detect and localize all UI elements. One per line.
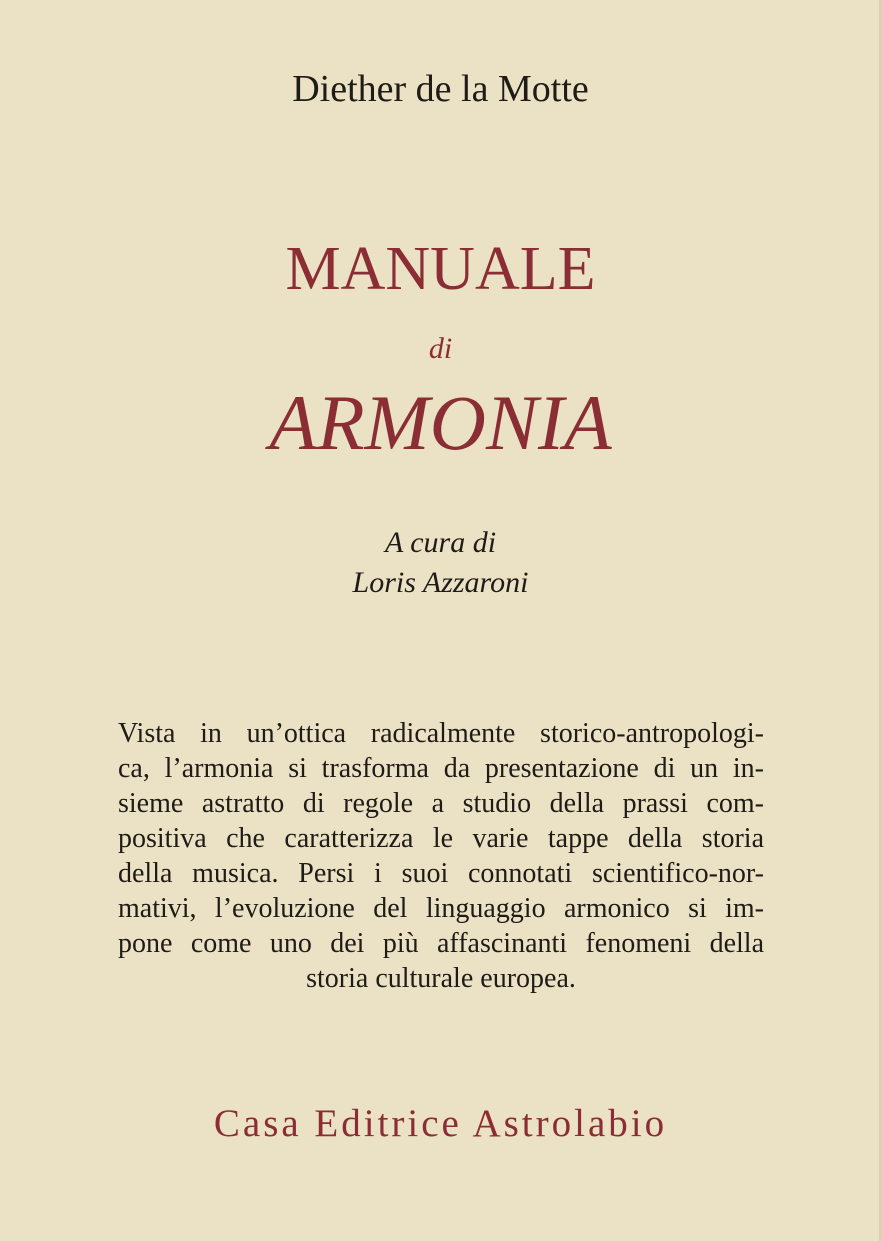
description-line: positiva che caratterizza le varie tappe della storia (118, 823, 764, 854)
description-line: Vista in un’ottica radicalmente storico-antropologi- (118, 718, 764, 749)
description-line: della musica. Persi i suoi connotati scientifico-nor- (118, 858, 764, 889)
description-line: sieme astratto di regole a studio della prassi com- (118, 788, 764, 819)
description-line: mativi, l’evoluzione del linguaggio armonico si im- (118, 893, 764, 924)
author-name: Diether de la Motte (292, 68, 589, 110)
description-line: pone come uno dei più affascinanti fenomeni della (118, 928, 764, 959)
publisher-name: Casa Editrice Astrolabio (213, 1102, 668, 1145)
editor-label: A cura di (384, 526, 497, 559)
description-paragraph (118, 716, 764, 996)
title-main: MANUALE (285, 235, 596, 303)
editor-name: Loris Azzaroni (352, 566, 529, 599)
description-line: storia culturale europea. (306, 963, 576, 994)
title-subject: ARMONIA (269, 379, 612, 466)
description-line: ca, l’armonia si trasforma da presentazione di un in- (118, 753, 764, 784)
title-connector: di (428, 332, 453, 365)
